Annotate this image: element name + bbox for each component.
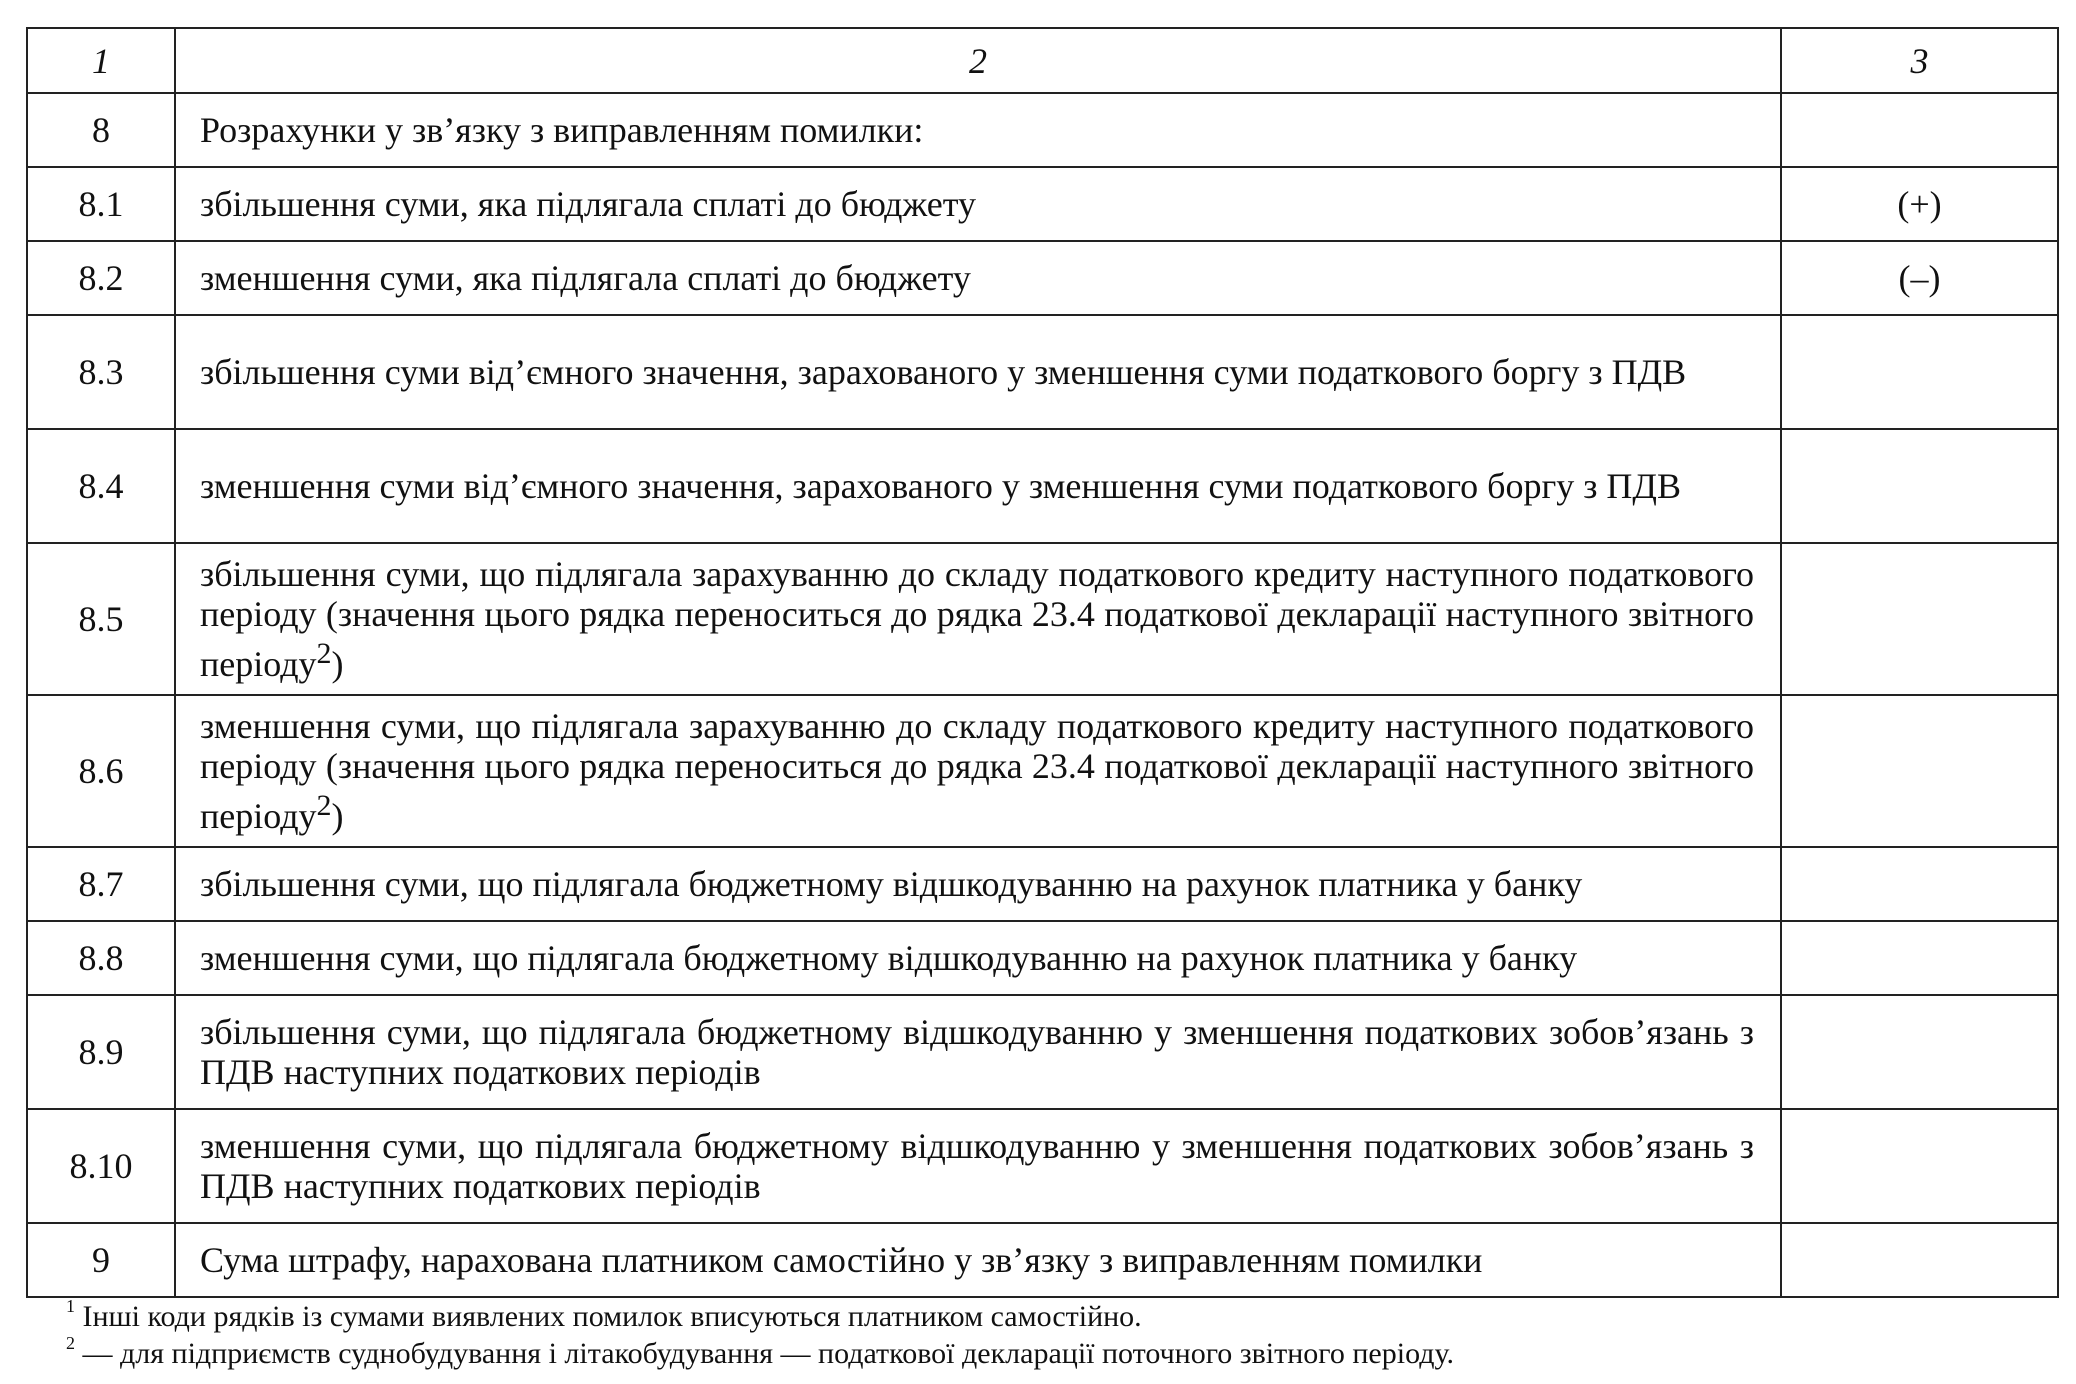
row-text: Сума штрафу, нарахована платником самостійно у зв’язку з виправленням помилки bbox=[175, 1223, 1781, 1297]
row-text: збільшення суми від’ємного значення, зарахованого у зменшення суми податкового боргу з ПДВ bbox=[175, 315, 1781, 429]
row-text: зменшення суми, яка підлягала сплаті до бюджету bbox=[175, 241, 1781, 315]
row-code: 8.5 bbox=[27, 543, 175, 695]
row-code: 9 bbox=[27, 1223, 175, 1297]
row-text-cell bbox=[175, 543, 1781, 695]
table-row bbox=[27, 1109, 2058, 1223]
row-sign bbox=[1781, 847, 2058, 921]
table-row bbox=[27, 995, 2058, 1109]
table-row bbox=[27, 429, 2058, 543]
row-sign bbox=[1781, 921, 2058, 995]
table-row bbox=[27, 315, 2058, 429]
row-code: 8.9 bbox=[27, 995, 175, 1109]
row-sign bbox=[1781, 695, 2058, 847]
row-sign bbox=[1781, 543, 2058, 695]
row-sign bbox=[1781, 429, 2058, 543]
row-code: 8.3 bbox=[27, 315, 175, 429]
row-text: зменшення суми від’ємного значення, зарахованого у зменшення суми податкового боргу з ПДВ bbox=[175, 429, 1781, 543]
table-row bbox=[27, 167, 2058, 241]
row-code: 8.1 bbox=[27, 167, 175, 241]
table-row bbox=[27, 695, 2058, 847]
row-code: 8.8 bbox=[27, 921, 175, 995]
row-text: зменшення суми, що підлягала зарахуванню до складу податкового кредиту наступного податкового періоду (значення цього рядка переноситься до рядка 23.4 податкової декларації наступного звітного періоду bbox=[200, 706, 1754, 836]
row-sign bbox=[1781, 1109, 2058, 1223]
row-text-tail: ) bbox=[331, 796, 344, 836]
footnote-1-text: Інші коди рядків із сумами виявлених помилок вписуються платником самостійно. bbox=[82, 1300, 1142, 1333]
row-code: 8.4 bbox=[27, 429, 175, 543]
row-text: зменшення суми, що підлягала бюджетному відшкодуванню на рахунок платника у банку bbox=[175, 921, 1781, 995]
footnote-2-text: — для підприємств суднобудування і літакобудування — податкової декларації поточного звітного періоду. bbox=[75, 1337, 1454, 1370]
footnote-2-mark: 2 bbox=[66, 1333, 75, 1353]
footnote-ref: 2 bbox=[316, 637, 332, 670]
header-col-2: 2 bbox=[175, 28, 1781, 93]
error-correction-table bbox=[26, 27, 2059, 1298]
table-row bbox=[27, 543, 2058, 695]
row-text-cell bbox=[175, 695, 1781, 847]
footnote-ref: 2 bbox=[316, 789, 332, 822]
table-row bbox=[27, 921, 2058, 995]
row-text: збільшення суми, що підлягала бюджетному відшкодуванню на рахунок платника у банку bbox=[175, 847, 1781, 921]
row-text: Розрахунки у зв’язку з виправленням помилки: bbox=[175, 93, 1781, 167]
row-text-tail: ) bbox=[331, 644, 344, 684]
footnote-2 bbox=[66, 1333, 1454, 1371]
row-sign: (+) bbox=[1781, 167, 2058, 241]
footnote-1-mark: 1 bbox=[66, 1296, 75, 1316]
header-col-1: 1 bbox=[27, 28, 175, 93]
table-row bbox=[27, 93, 2058, 167]
row-code: 8.2 bbox=[27, 241, 175, 315]
table-header-row bbox=[27, 28, 2058, 93]
footnote-1 bbox=[66, 1296, 1142, 1334]
row-sign: (–) bbox=[1781, 241, 2058, 315]
row-sign bbox=[1781, 93, 2058, 167]
row-sign bbox=[1781, 995, 2058, 1109]
table-row bbox=[27, 241, 2058, 315]
row-sign bbox=[1781, 1223, 2058, 1297]
row-code: 8.6 bbox=[27, 695, 175, 847]
row-text: зменшення суми, що підлягала бюджетному відшкодуванню у зменшення податкових зобов’язань з ПДВ наступних податкових періодів bbox=[175, 1109, 1781, 1223]
row-text: збільшення суми, яка підлягала сплаті до бюджету bbox=[175, 167, 1781, 241]
row-code: 8.7 bbox=[27, 847, 175, 921]
table-row bbox=[27, 847, 2058, 921]
table-row bbox=[27, 1223, 2058, 1297]
row-code: 8 bbox=[27, 93, 175, 167]
row-code: 8.10 bbox=[27, 1109, 175, 1223]
row-text: збільшення суми, що підлягала бюджетному відшкодуванню у зменшення податкових зобов’язань з ПДВ наступних податкових періодів bbox=[175, 995, 1781, 1109]
row-text: збільшення суми, що підлягала зарахуванню до складу податкового кредиту наступного податкового періоду (значення цього рядка переноситься до рядка 23.4 податкової декларації наступного звітного періоду bbox=[200, 554, 1754, 684]
row-sign bbox=[1781, 315, 2058, 429]
header-col-3: 3 bbox=[1781, 28, 2058, 93]
